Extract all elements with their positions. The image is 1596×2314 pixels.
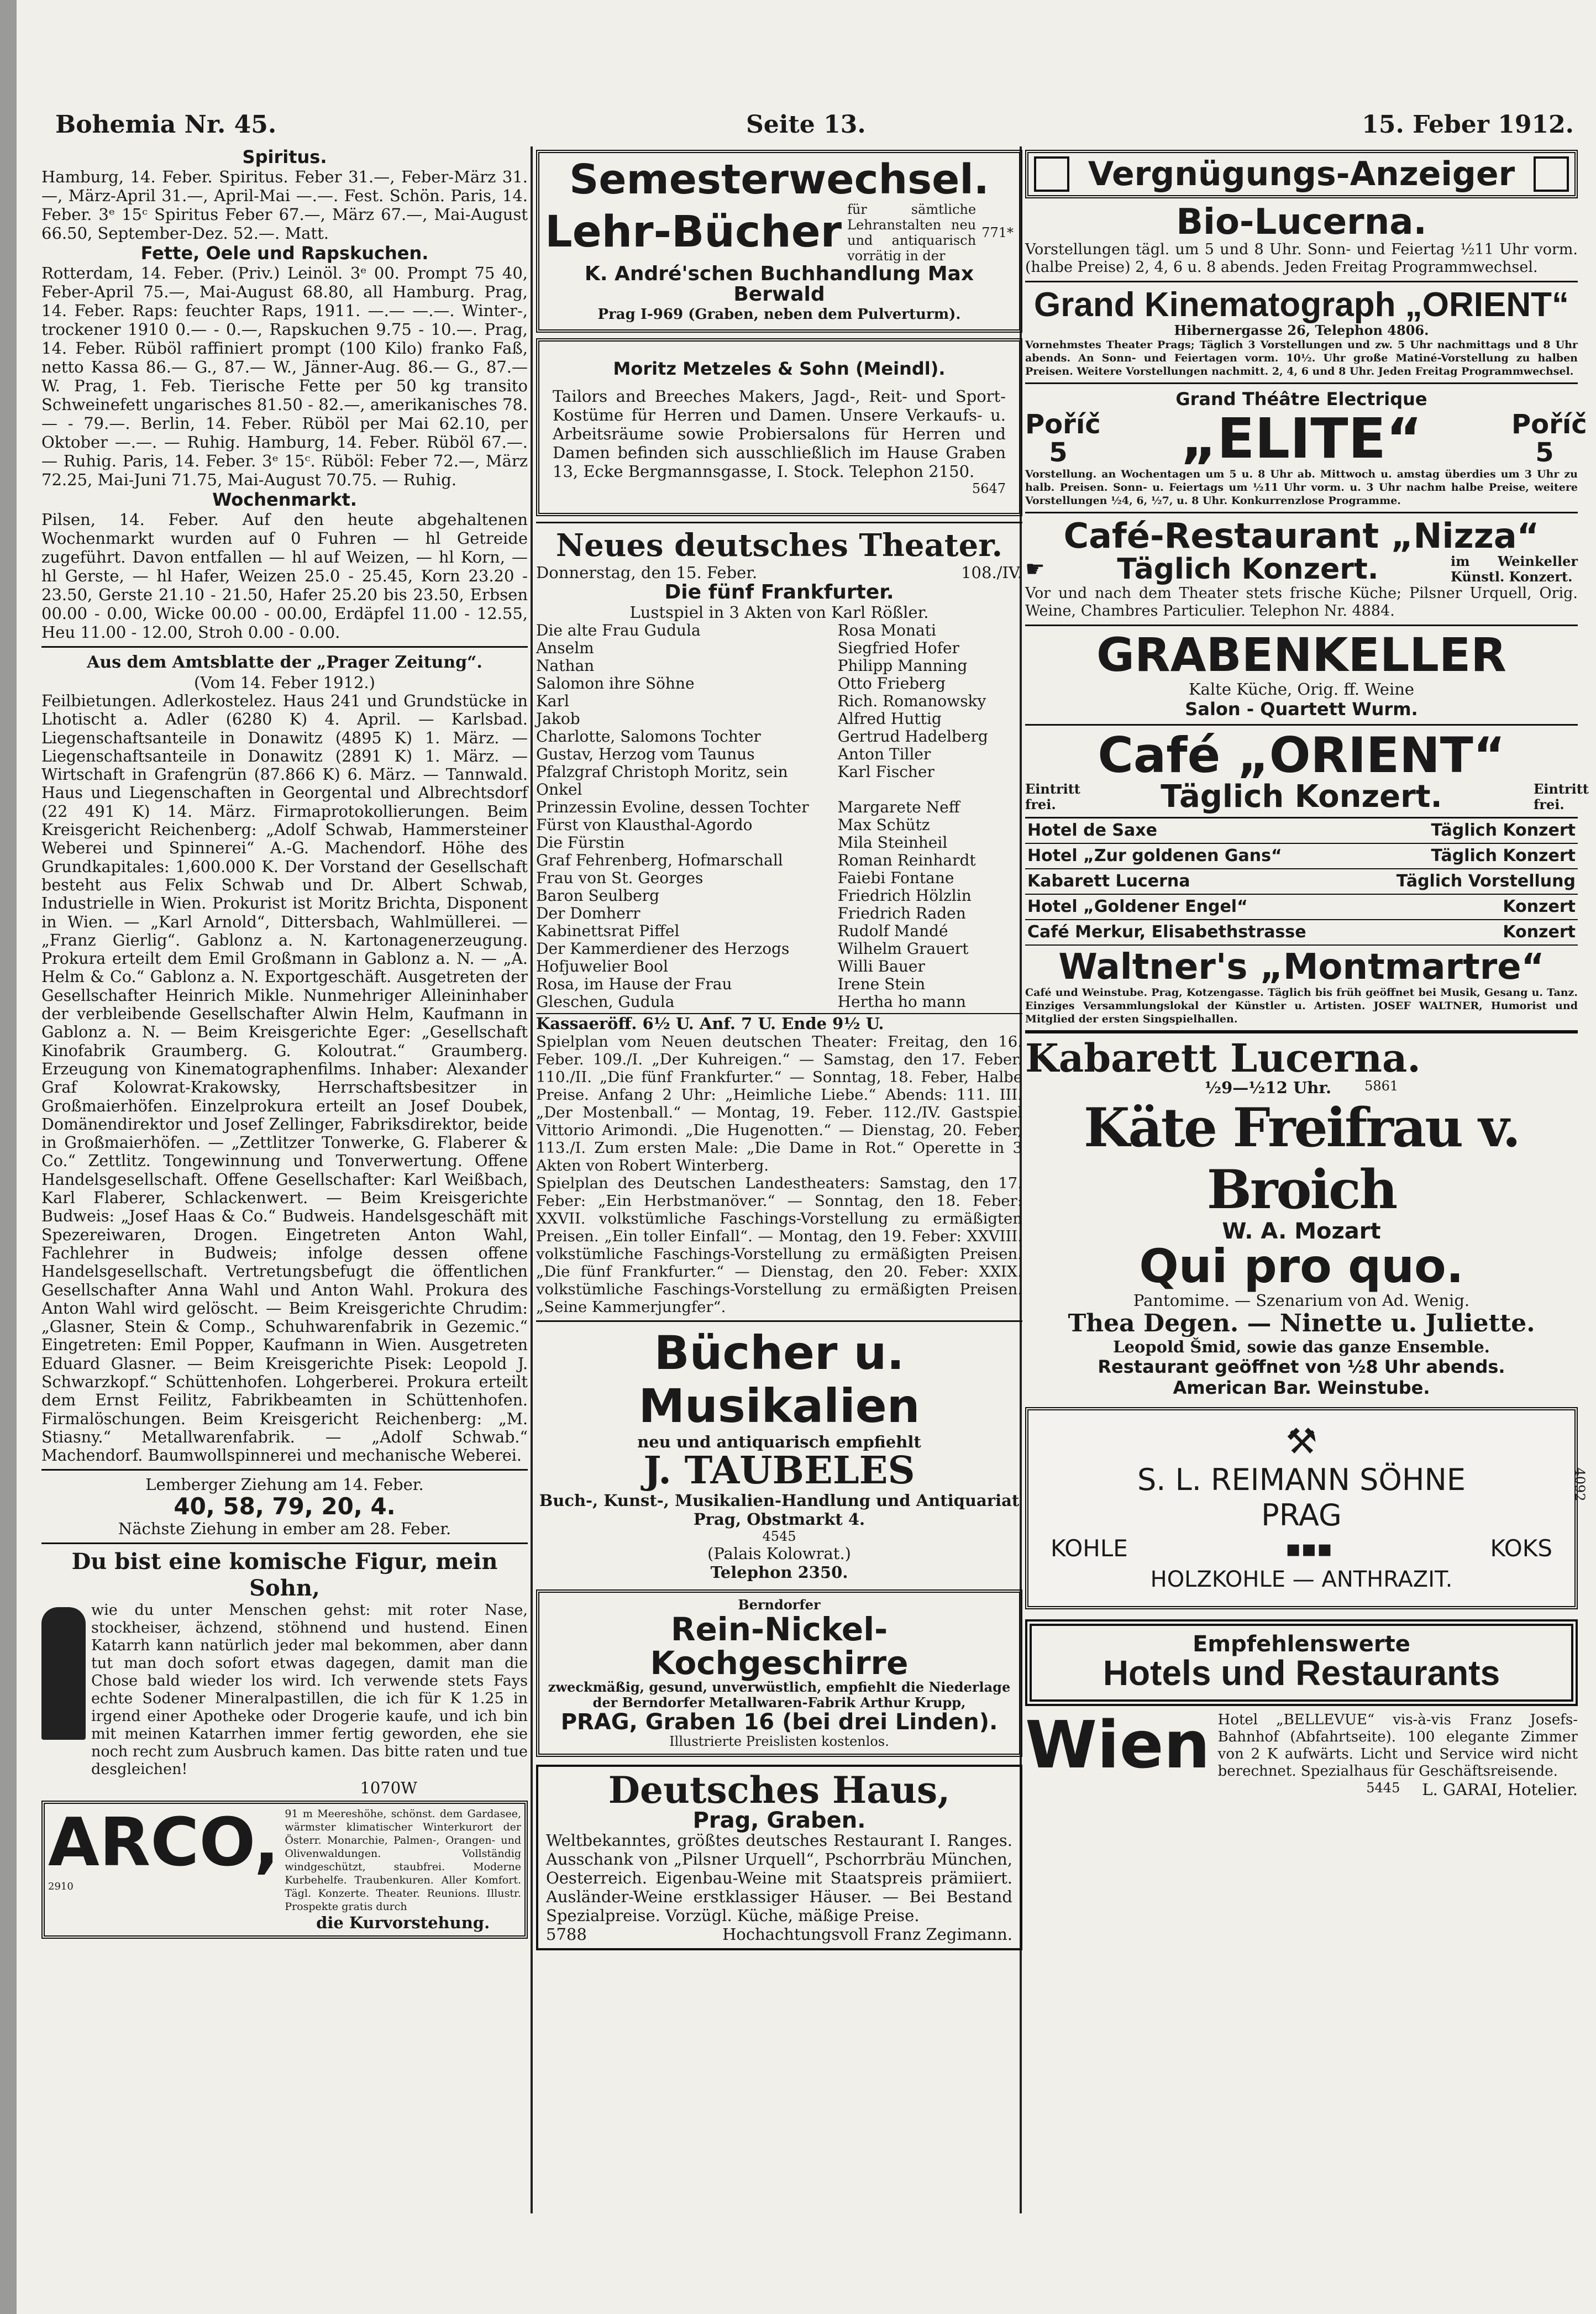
berndorfer-ad — [536, 1589, 1022, 1757]
nickel-title: Rein-Nickel-Kochgeschirre — [650, 1610, 909, 1682]
cast-actor: Siegfried Hofer — [837, 639, 959, 658]
venue-name: Hotel „Goldener Engel“ — [1027, 896, 1248, 916]
column-rule — [531, 146, 533, 2213]
reimann-title: S. L. REIMANN SÖHNE — [1137, 1462, 1466, 1497]
taubeles-name: J. TAUBELES — [643, 1449, 915, 1493]
divider — [41, 1542, 528, 1544]
reimann-city: PRAG — [1261, 1497, 1342, 1533]
hotels-banner — [1025, 1619, 1578, 1706]
cast-role: Der Kammerdiener des Herzogs — [536, 940, 790, 958]
lottery-next: Nächste Ziehung in ember am 28. Feber. — [118, 1519, 452, 1539]
amtsblatt-date: (Vom 14. Feber 1912.) — [194, 673, 375, 692]
column-entertainment — [1025, 146, 1589, 2213]
grabenkeller-sub1: Kalte Küche, Orig. ff. Weine — [1188, 679, 1415, 699]
reimann-separator: ▪▪▪ — [1285, 1534, 1333, 1562]
kaete-freifrau: Käte Freifrau v. Broich — [1084, 1096, 1519, 1221]
cast-row — [536, 834, 1022, 852]
venue-row — [1025, 869, 1578, 895]
cast-row — [536, 728, 1022, 746]
berndorfer-label: Berndorfer — [738, 1596, 821, 1613]
nizza-title: Café-Restaurant „Nizza“ — [1063, 516, 1540, 557]
bellevue-text: Hotel „BELLEVUE“ vis-à-vis Franz Josefs-Bahnhof (Abfahrtseite). 100 elegante Zimmer von 2 K aufwärts. Licht und Service wird nicht berechnet. Spezialhaus für Geschäftsreisende. — [1217, 1711, 1578, 1780]
page-header — [55, 111, 1574, 144]
cafe-orient-title: Café „ORIENT“ — [1098, 726, 1505, 784]
header-page-number: Seite 13. — [746, 111, 866, 139]
cast-row — [536, 975, 1022, 993]
arco-title: ARCO, — [48, 1804, 280, 1882]
cast-row — [536, 922, 1022, 940]
cast-actor: Faiebi Fontane — [837, 869, 954, 888]
qui-pro-quo: Qui pro quo. — [1139, 1239, 1464, 1294]
theater-times: Kassaeröff. 6½ U. Anf. 7 U. Ende 9½ U. — [536, 1013, 1022, 1033]
cast-actor: Philipp Manning — [837, 657, 968, 675]
ornament-icon — [1534, 156, 1569, 192]
play-title: Die fünf Frankfurter. — [664, 581, 894, 604]
bio-lucerna-title: Bio-Lucerna. — [1176, 202, 1427, 243]
cast-row — [536, 657, 1022, 675]
lottery-numbers: 40, 58, 79, 20, 4. — [174, 1493, 396, 1520]
leopold-smid: Leopold Šmid, sowie das ganze Ensemble. — [1113, 1337, 1490, 1356]
lehrbuecher-text: für sämtliche Lehranstalten neu und antiquarisch vorrätig in der — [847, 201, 977, 264]
vergnuegungs-title: Vergnügungs-Anzeiger — [1088, 154, 1515, 193]
cast-actor: Irene Stein — [837, 975, 926, 994]
cast-row — [536, 993, 1022, 1011]
cast-actor: Karl Fischer — [837, 763, 935, 781]
cast-role: Prinzessin Evoline, dessen Tochter — [536, 798, 809, 817]
divider — [536, 522, 1022, 523]
venue-program: Konzert — [1503, 922, 1576, 942]
bio-lucerna-text: Vorstellungen tägl. um 5 und 8 Uhr. Sonn- und Feiertag ½11 Uhr vorm. (halbe Preise) 2, 4, 6 u. 8 abends. Jeden Freitag Programmwechsel. — [1025, 241, 1578, 276]
semester-title: Semesterwechsel. — [569, 156, 989, 203]
deutsches-haus-signature: Hochachtungsvoll Franz Zegimann. — [722, 1924, 1012, 1944]
kabarett-title: Kabarett Lucerna. — [1025, 1035, 1421, 1081]
deutsches-haus-subtitle: Prag, Graben. — [692, 1807, 866, 1833]
cast-row — [536, 622, 1022, 639]
nickel-address: PRAG, Graben 16 (bei drei Linden). — [560, 1709, 998, 1735]
wien-title: Wien — [1025, 1706, 1210, 1783]
buecher-subtitle: neu und antiquarisch empfiehlt — [637, 1433, 921, 1452]
elite-left: Poříč 5 — [1025, 409, 1101, 468]
cast-role: Hofjuwelier Bool — [536, 957, 668, 976]
arco-code: 2910 — [48, 1881, 74, 1893]
cast-role: Der Domherr — [536, 904, 641, 923]
qui-pro-quo-sub: Pantomime. — Szenarium von Ad. Wenig. — [1133, 1290, 1470, 1310]
kabarett-code: 5861 — [1364, 1078, 1399, 1094]
cast-actor: Alfred Huttig — [837, 710, 942, 728]
cast-actor: Friedrich Hölzlin — [837, 886, 972, 905]
buecher-title: Bücher u. Musikalien — [638, 1326, 920, 1434]
arco-ad — [41, 1801, 528, 1939]
man-figure-illustration — [41, 1607, 86, 1740]
cast-actor: Willi Bauer — [837, 957, 925, 976]
theater-title: Neues deutsches Theater. — [555, 527, 1003, 564]
cast-actor: Roman Reinhardt — [837, 851, 976, 870]
reimann-kohle: KOHLE — [1051, 1534, 1128, 1562]
divider — [536, 1320, 1022, 1322]
nickel-text: zweckmäßig, gesund, unverwüstlich, empfiehlt die Niederlage der Berndorfer Metallwaren-Fabrik Arthur Krupp, — [548, 1679, 1011, 1711]
cast-row — [536, 692, 1022, 710]
cafe-orient-left: Eintritt frei. — [1025, 781, 1080, 813]
cast-role: Salomon ihre Söhne — [536, 674, 695, 693]
amtsblatt-text: Feilbietungen. Adlerkostelez. Haus 241 und Grundstücke in Lhotischt a. Adler (6280 K) 4. April. — Karlsbad. Liegenschaftsanteile in Donawitz (4895 K) 1. März. — Liegenschaftsanteile in Donawitz (2891 K) 1. März. — Wirtschaft in Grafengrün (87.866 K) 6. März. — Tannwald. Haus und Liegenschaften in Georgental und Albrechtsdorf (22 491 K) 14. März. Firmaprotokollierungen. Beim Kreisgericht Reichenberg: „Adolf Schwab, Hammersteiner Weberei und Spinnerei“ A.-G. Machendorf. Höhe des Grundkapitales: 1,600.000 K. Der Vorstand der Gesellschaft besteht aus Felix Schwab und Dr. Albert Schwab, Industrielle in Wien. Prokurist ist Moritz Brichta, Disponent in Wien. — „Karl Arnold“, Dittersbach, Wahlmüllerei. — „Franz Gierlig“. Gablonz a. N. Kartonagenerzeugung. Prokura erteilt dem Emil Großmann in Gablonz a. N. — „A. Helm & Co.“ Gablonz a. N. Exportgeschäft. Ausgetreten der Gesellschafter Heinrich Mikle. Nunmehriger Alleininhaber der verbleibende Gesellschafter Alwin Helm, Kaufmann in Gablonz a. N. — Beim Kreisgerichte Eger: „Gesellschaft Kinofabrik Graumberg. G. Koloutrat.“ Graumberg. Erzeugung von Kinematographenfilms. Inhaber: Alexander Graf Kolowrat-Krakowsky, Herrschaftsbesitzer in Großmaierhöfen. Einzelprokura erteilt an Josef Doubek, Domänendirektor und Josef Zellinger, Fabriksdirektor, beide in Großmaierhöfen. — „Zettlitzer Tonwerke, G. Flaberer & Co.“ Zettlitz. Tongewinnung und Tonverwertung. Offene Handelsgesellschaft. Offene Gesellschafter: Karl Weißbach, Karl Flaberer, Schlackenwert. — Beim Kreisgerichte Budweis: „Josef Haas & Co.“ Budweis. Handelsgeschäft mit Spezereiwaren, Drogen. Eingetreten Anton Wahl, Fachlehrer in Budweis; infolge dessen offene Handelsgesellschaft. Vertretungsbefugt die öffentlichen Gesellschafter Anna Wahl und Anton Wahl. Prokura des Anton Wahl wird gelöscht. — Beim Kreisgerichte Chrudim: „Glasner, Stein & Comp., Schuhwarenfabrik in Gezemic.“ Eingetreten: Emil Popper, Kaufmann in Wien. Ausgetreten Eduard Glasner. — Beim Kreisgerichte Pisek: Leopold J. Schwarzkopf.“ Schüttenhofen. Lohgerberei. Prokura erteilt dem Ernst Feilitz, Fabrikbeamten in Schüttenhofen. Firmalöschungen. Beim Kreisgericht Reichenberg: „M. Stiasny.“ Metallwarenfabrik. — „Adolf Schwab.“ Machendorf. Baumwollspinnerei und mechanische Weberei. — [41, 692, 528, 1465]
spiritus-text: Hamburg, 14. Feber. Spiritus. Feber 31.—, Feber-März 31.—, März-April 31.—, April-Mai —.—. Fest. Schön. Paris, 14. Feber. 3ᵉ 15ᶜ Spiritus Feber 67.—, März 67.—, Mai-August 66.50, September-Dez. 52.—. Matt. — [41, 167, 528, 243]
cast-row — [536, 905, 1022, 922]
divider — [1025, 512, 1578, 513]
cast-row — [536, 958, 1022, 975]
venue-name: Kabarett Lucerna — [1027, 871, 1190, 891]
lehrbuecher-code: 771* — [981, 224, 1014, 240]
section-title-fette: Fette, Oele und Rapskuchen. — [140, 243, 429, 264]
cafe-orient-konzert: Täglich Konzert. — [1161, 778, 1442, 815]
cast-row — [536, 639, 1022, 657]
venue-row — [1025, 818, 1578, 844]
cast-row — [536, 799, 1022, 816]
american-bar: American Bar. Weinstube. — [1173, 1377, 1430, 1398]
divider — [41, 646, 528, 648]
theater-date: Donnerstag, den 15. Feber. — [536, 563, 758, 583]
divider — [1025, 281, 1578, 282]
cast-role: Graf Fehrenberg, Hofmarschall — [536, 851, 783, 870]
deutsches-haus-title: Deutsches Haus, — [608, 1769, 951, 1812]
cast-actor: Hertha ho mann — [837, 993, 966, 1011]
cast-role: Pfalzgraf Christoph Moritz, sein Onkel — [536, 763, 788, 799]
cast-role: Charlotte, Salomons Tochter — [536, 727, 761, 746]
venue-row — [1025, 920, 1578, 946]
divider — [1025, 724, 1578, 726]
cast-role: Die alte Frau Gudula — [536, 621, 701, 640]
thea-degen: Thea Degen. — Ninette u. Juliette. — [1068, 1309, 1535, 1337]
vergnuegungs-header — [1025, 150, 1578, 198]
sodener-ad — [41, 1602, 528, 1778]
play-subtitle: Lustspiel in 3 Akten von Karl Rößler. — [629, 603, 929, 622]
taubeles-code: 4545 — [762, 1528, 796, 1544]
cast-actor: Otto Frieberg — [837, 674, 946, 693]
cast-actor: Max Schütz — [837, 816, 930, 835]
cast-role: Baron Seulberg — [536, 886, 659, 905]
sodener-ad-title: Du bist eine komische Figur, mein Sohn, — [71, 1549, 498, 1602]
semester-ad — [536, 150, 1022, 333]
cast-actor: Rudolf Mandé — [837, 922, 948, 941]
mozart: W. A. Mozart — [1222, 1219, 1381, 1245]
venue-program: Täglich Vorstellung — [1396, 871, 1576, 891]
cast-row — [536, 852, 1022, 869]
cast-actor: Friedrich Raden — [837, 904, 966, 923]
venue-name: Hotel de Saxe — [1027, 820, 1157, 840]
cast-row — [536, 763, 1022, 799]
orient-text: Vornehmstes Theater Prags; Täglich 3 Vorstellungen und zw. 5 Uhr nachmittags und 8 Uhr abends. An Sonn- und Feiertagen vorm. 10½. Uhr große Matiné-Vorstellung zu halben Preisen. Weitere Vorstellungen nachmitt. 2, 4, 6 und 8 Uhr. Jeden Freitag Programmwechsel. — [1025, 339, 1578, 378]
cast-row — [536, 710, 1022, 728]
cast-role: Frau von St. Georges — [536, 869, 704, 888]
restaurant-open: Restaurant geöffnet von ½8 Uhr abends. — [1098, 1356, 1505, 1377]
nizza-konzert: Täglich Konzert. — [1117, 553, 1379, 586]
taubeles-text: Buch-, Kunst-, Musikalien-Handlung und Antiquariat Prag, Obstmarkt 4. — [539, 1491, 1020, 1529]
elite-right: Poříč 5 — [1511, 409, 1587, 468]
cast-row — [536, 675, 1022, 692]
column-market-reports — [41, 146, 528, 2213]
cast-role: Rosa, im Hause der Frau — [536, 975, 732, 994]
venue-name: Hotel „Zur goldenen Gans“ — [1027, 846, 1282, 865]
grabenkeller-title: GRABENKELLER — [1096, 628, 1506, 683]
andre-address: Prag I-969 (Graben, neben dem Pulverturm). — [597, 306, 961, 323]
section-title-wochenmarkt: Wochenmarkt. — [212, 489, 357, 510]
reimann-line: HOLZKOHLE — ANTHRAZIT. — [1150, 1566, 1453, 1592]
metzeles-code: 5647 — [972, 481, 1006, 497]
cast-row — [536, 746, 1022, 763]
cast-actor: Rosa Monati — [837, 621, 936, 640]
deutsches-haus-ad — [536, 1765, 1022, 1950]
column-advertisements-theater — [536, 146, 1022, 2213]
venue-program: Konzert — [1503, 896, 1576, 916]
header-issue: Bohemia Nr. 45. — [55, 111, 277, 139]
cast-role: Jakob — [536, 710, 580, 728]
bellevue-code: 5445 — [1366, 1780, 1400, 1796]
deutsches-haus-code: 5788 — [546, 1924, 587, 1944]
ornament-icon — [1034, 156, 1069, 192]
nickel-subtitle: Illustrierte Preislisten kostenlos. — [669, 1734, 889, 1750]
sodener-ad-text: wie du unter Menschen gehst: mit roter Nase, stockheiser, ächzend, stöhnend und hustend. Einen Katarrh kann natürlich jeder mal bekommen, aber dann tut man doch sofort etwas dagegen, damit man die Chose bald wieder los wird. Ich verwende stets Fays echte Sodener Mineralpastillen, die ich für K 1.25 in irgend einer Apotheke oder Drogerie kaufe, und ich bin mit meinen Katarrhen immer fertig geworden, ehe sie noch recht zum Ausbruch kamen. Das bitte raten und tue desgleichen! — [91, 1602, 528, 1778]
metzeles-title: Moritz Metzeles & Sohn (Meindl). — [613, 358, 946, 380]
taubeles-palais: (Palais Kolowrat.) — [707, 1544, 851, 1563]
lehrbuecher-title: Lehr-Bücher — [545, 207, 842, 257]
elite-text: Vorstellung. an Wochentagen um 5 u. 8 Uhr ab. Mittwoch u. amstag überdies um 3 Uhr zu halb. Preisen. Sonn- u. Feiertags um ½11 Uhr vorm. u. 3 Uhr nachm halbe Preise, weitere Vorstellungen ½4, 6, ½7, u. 8 Uhr. Konkurrenzlose Programme. — [1025, 468, 1578, 507]
hotels-title: Hotels und Restaurants — [1102, 1652, 1500, 1693]
bellevue-ad — [1025, 1706, 1578, 1783]
landestheater-schedule: Spielplan des Deutschen Landestheaters: Samstag, den 17. Feber: „Ein Herbstmanöver.“ — Sonntag, den 18. Feber: XXVII. volkstümliche Faschings-Vorstellung zu ermäßigten Preisen. „Ein toller Einfall“. — Montag, den 19. Feber: XXVIII. volkstümliche Faschings-Vorstellung zu ermäßigten Preisen. „Die fünf Frankfurter.“ — Dienstag, den 20. Feber: XXIX. volkstümliche Faschings-Vorstellung zu ermäßigten Preisen. „Seine Kammerjungfer“. — [536, 1174, 1022, 1316]
reimann-ad — [1025, 1407, 1588, 1609]
cast-list — [536, 622, 1022, 1011]
venue-name: Café Merkur, Elisabethstrasse — [1027, 922, 1306, 942]
taubeles-telephone: Telephon 2350. — [710, 1562, 848, 1582]
nizza-right: im Weinkeller Künstl. Konzert. — [1451, 553, 1578, 585]
divider — [1025, 625, 1578, 626]
nizza-text: Vor und nach dem Theater stets frische Küche; Pilsner Urquell, Orig. Weine, Chambres Particulier. Telephon Nr. 4884. — [1025, 585, 1578, 620]
arco-footer: die Kurvorstehung. — [316, 1913, 490, 1933]
fette-text: Rotterdam, 14. Feber. (Priv.) Leinöl. 3ᵉ 00. Prompt 75 40, Feber-April 75.—, Mai-August 68.80, all Hamburg. Prag, 14. Feber. Raps: feuchter Raps, 1911. —.— —.—. Winter-, trockener 1910 0.— - 0.—, Rapskuchen 9.75 - 10.—. Prag, 14. Feber. Rüböl raffiniert prompt (100 Kilo) franko Faß, netto Kassa 86.— G., 87.— W., Jänner-Aug. 86.— G., 87.— W. Prag, 1. Feb. Tierische Fette per 50 kg transito Schweinefett ungarisches 81.50 - 82.—, amerikanisches 78.— - 79.—. Berlin, 14. Feber. Rüböl per Mai 62.10, per Oktober —.—. — Ruhig. Hamburg, 14. Feber. Rüböl 67.—. — Ruhig. Paris, 14. Feber. 3ᵉ 15ᶜ. Rüböl: Feber 72.—, März 72.25, Mai-Juni 71.75, Mai-August 70.75. — Ruhig. — [41, 264, 528, 489]
hand-pointer-icon: ☛ — [1025, 557, 1045, 583]
cast-role: Gustav, Herzog vom Taunus — [536, 745, 755, 764]
orient-title: Grand Kinematograph „ORIENT“ — [1034, 286, 1569, 324]
elite-top: Grand Théâtre Electrique — [1175, 389, 1427, 410]
empfehlenswerte: Empfehlenswerte — [1193, 1631, 1410, 1657]
metzeles-text: Tailors and Breeches Makers, Jagd-, Reit- und Sport-Kostüme für Herren und Damen. Unsere Verkaufs- u. Arbeitsräume sowie Probiersalons für Herren und Damen befinden sich ausschließlich im Hause Graben 13, Ecke Bergmannsgasse, I. Stock. Telephon 2150. — [553, 387, 1006, 481]
cast-role: Fürst von Klausthal-Agordo — [536, 816, 753, 835]
andre-bookshop: K. André'schen Buchhandlung Max Berwald — [584, 262, 974, 306]
cast-role: Gleschen, Gudula — [536, 993, 675, 1011]
bellevue-signature: L. GARAI, Hotelier. — [1422, 1780, 1578, 1799]
newspaper-page — [17, 0, 1596, 2314]
venue-row — [1025, 895, 1578, 920]
venue-program: Täglich Konzert — [1431, 820, 1576, 840]
cast-row — [536, 869, 1022, 887]
cast-actor: Gertrud Hadelberg — [837, 727, 988, 746]
venue-list — [1025, 817, 1578, 946]
cast-actor: Anton Tiller — [837, 745, 931, 764]
metzeles-ad — [536, 338, 1022, 516]
amtsblatt-title: Aus dem Amtsblatte der „Prager Zeitung“. — [87, 653, 482, 672]
orient-subtitle: Hibernergasse 26, Telephon 4806. — [1174, 322, 1429, 339]
cast-row — [536, 887, 1022, 905]
reimann-koks: KOKS — [1490, 1534, 1552, 1562]
cast-role: Die Fürstin — [536, 833, 625, 852]
header-date: 15. Feber 1912. — [1362, 111, 1574, 139]
montmartre-title: Waltner's „Montmartre“ — [1058, 946, 1545, 988]
venue-program: Täglich Konzert — [1431, 846, 1576, 865]
neues-theater-schedule: Spielplan vom Neuen deutschen Theater: Freitag, den 16. Feber. 109./I. „Der Kuhreigen.“ — Samstag, den 17. Feber. 110./II. „Die fünf Frankfurter.“ — Sonntag, 18. Feber, Halbe Preise. Anfang 2 Uhr: „Heimliche Liebe.“ Abends: 111. III. „Der Mostenball.“ — Montag, 19. Feber. 112./IV. Gastspiel Vittorio Arimondi. „Die Hugenotten.“ — Dienstag, 20. Feber, 113./I. Zum ersten Male: „Die Dame in Rot.“ Operette in 3 Akten von Robert Winterberg. — [536, 1033, 1022, 1175]
cast-role: Karl — [536, 692, 569, 711]
cast-actor: Wilhelm Grauert — [837, 940, 969, 958]
cast-role: Kabinettsrat Piffel — [536, 922, 680, 941]
section-title-spiritus: Spiritus. — [242, 146, 327, 167]
kabarett-time: ½9—½12 Uhr. — [1204, 1078, 1332, 1098]
theater-performance-number: 108./IV. — [961, 563, 1022, 583]
cast-role: Anselm — [536, 639, 594, 658]
divider — [1025, 1030, 1578, 1033]
reimann-code: 4092 — [1572, 1467, 1588, 1502]
hammer-pick-icon: ⚒ — [1285, 1421, 1317, 1462]
lottery-title: Lemberger Ziehung am 14. Feber. — [145, 1475, 424, 1494]
cafe-orient-right: Eintritt frei. — [1534, 781, 1589, 813]
arco-text: 91 m Meereshöhe, schönst. dem Gardasee, wärmster klimatischer Winterkurort der Österr. Monarchie, Palmen-, Orangen- und Olivenwaldungen. Vollständig windgeschützt, staubfrei. Moderne Kurbehelfe. Traubenkuren. Aller Komfort. Tägl. Konzerte. Theater. Reunions. Illustr. Prospekte gratis durch — [285, 1808, 521, 1913]
grabenkeller-sub2: Salon - Quartett Wurm. — [1185, 698, 1418, 720]
cast-row — [536, 816, 1022, 834]
venue-row — [1025, 844, 1578, 869]
cast-actor: Mila Steinheil — [837, 833, 948, 852]
deutsches-haus-text: Weltbekanntes, größtes deutsches Restaurant I. Ranges. Ausschank von „Pilsner Urquell“, Pschorrbräu München, Oesterreich. Eigenbau-Weine mit Staatspreis prämiiert. Ausländer-Weine erstklassiger Häuser. — Bei Bestand Spezialpreise. Vorzügl. Küche, mäßige Preise. — [546, 1830, 1012, 1925]
divider — [1025, 382, 1578, 384]
sodener-ad-code: 1070W — [360, 1778, 417, 1798]
cast-row — [536, 940, 1022, 958]
cast-actor: Rich. Romanowsky — [837, 692, 986, 711]
montmartre-text: Café und Weinstube. Prag, Kotzengasse. Täglich bis früh geöffnet bei Musik, Gesang u. Tanz. Einziges Versammlungslokal der Künstler u. Artisten. JOSEF WALTNER, Humorist und Mitglied der ersten Singspielhallen. — [1025, 986, 1578, 1025]
elite-title: „ELITE“ — [1180, 406, 1422, 471]
divider — [41, 1469, 528, 1471]
cast-role: Nathan — [536, 657, 595, 675]
wochenmarkt-text: Pilsen, 14. Feber. Auf den heute abgehaltenen Wochenmarkt wurden auf 0 Fuhren — hl Getreide zugeführt. Davon entfallen — hl auf Weizen, — hl Korn, — hl Gerste, — hl Hafer, Weizen 25.0 - 25.45, Korn 23.20 - 23.50, Gerste 21.10 - 21.50, Hafer 25.20 bis 23.50, Erbsen 00.00 - 0.00, Wicke 00.00 - 00.00, Erdäpfel 11.00 - 12.55, Heu 11.00 - 12.00, Stroh 0.00 - 0.00. — [41, 510, 528, 642]
cast-actor: Margarete Neff — [837, 798, 960, 817]
